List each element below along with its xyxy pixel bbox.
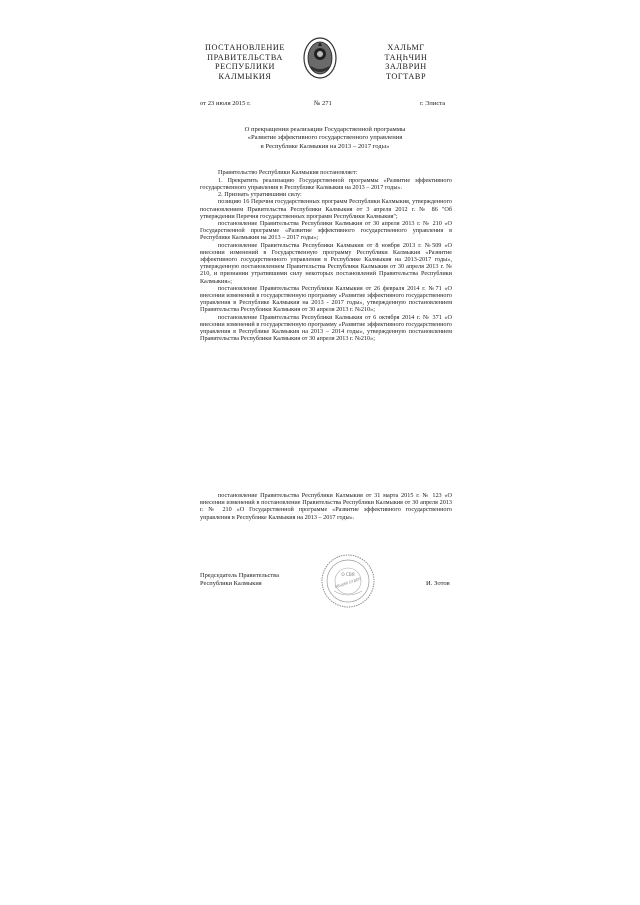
body-paragraph: постановление Правительства Республики Калмыкия от 8 ноября 2013 г. №509 «О внесении изменений в Государственную программу Республики Калмыкия «Развитие эффективного государственного управления в Республике Калмыкия на 2013-2017 годы», утвержденную постановлением Правительства Республики Калмыкия от 30 апреля 2013 г. № 210, и признании утратившими силу некоторых постановлений Правительства Республики Калмыкия»; <box>200 241 452 285</box>
document-number: № 271 <box>314 100 332 107</box>
header-right-line: ЗАЛВРИН <box>385 62 427 72</box>
header-left-line: ПОСТАНОВЛЕНИЕ <box>204 43 286 52</box>
seal-text-top: О СВЯ <box>341 572 355 577</box>
header-right-line: ТОГТАВР <box>385 71 427 81</box>
body-paragraph: постановление Правительства Республики Калмыкия от 31 марта 2015 г. № 123 «О внесении изменений в постановление Правительства Республики Калмыкия от 30 апреля 2013 г. № 210 «О Государственной программе «Развитие эффективного государственного управления в Республике Калмыкия на 2013 – 2017 годы». <box>200 492 452 521</box>
title-line: О прекращении реализации Государственной программы <box>244 126 406 133</box>
header-left-line: КАЛМЫКИЯ <box>218 71 272 81</box>
signatory-name: И. Зотов <box>426 580 450 587</box>
signatory-position <box>200 572 310 588</box>
body-paragraph: 1. Прекратить реализацию Государственной программы «Развитие эффективного государственного управления в Республике Калмыкия на 2013 – 2017 годы». <box>200 176 452 191</box>
header-right-title <box>366 43 446 81</box>
body-paragraph: постановление Правительства Республики Калмыкия от 30 апреля 2013 г. № 210 «О Государственной программе «Развитие эффективного государственного управления в Республике Калмыкия на 2013 – 2017 годы»; <box>200 219 452 242</box>
body-paragraph: постановление Правительства Республики Калмыкия от 26 февраля 2014 г. №71 «О внесении изменений в государственную программу «Развитие эффективного государственного управления в Республике Калмыкия на 2013 - 2017 годы», утвержденную постановлением Правительства Республики Калмыкия от 30 апреля 2013 г. №210»; <box>200 284 452 314</box>
coat-of-arms-emblem-icon <box>302 36 338 80</box>
document-city: г. Элиста <box>420 100 446 107</box>
body-paragraph: 2. Признать утратившими силу: <box>218 191 302 199</box>
header-right-line: ТАҢҺЧИН <box>384 52 428 62</box>
title-line: «Развитие эффективного государственного управления <box>247 134 403 142</box>
seal-text-middle: ОБЩИЙ ОТДЕЛ <box>334 576 362 590</box>
header-left-line: РЕСПУБЛИКИ <box>214 62 276 72</box>
header-left-line: ПРАВИТЕЛЬСТВА <box>207 52 283 62</box>
document-body <box>200 169 452 342</box>
signatory-position-line: Республики Калмыкия <box>200 580 262 587</box>
official-seal-icon <box>320 553 376 609</box>
document-body-continued <box>200 492 452 521</box>
body-paragraph: постановление Правительства Республики Калмыкия от 6 октября 2014 г. № 371 «О внесении изменений в государственную программу «Развитие эффективного государственного управления в Республике Калмыкия на 2013 – 2014 годы», утвержденную постановлением Правительства Республики Калмыкия от 30 апреля 2013 г. №210»; <box>200 313 452 343</box>
title-line: в Республике Калмыкия на 2013 – 2017 годы» <box>260 142 390 150</box>
header-left-title <box>200 43 290 81</box>
header-right-line: ХАЛЬМГ <box>387 43 425 52</box>
signatory-position-line: Председатель Правительства <box>200 572 279 579</box>
document-title <box>200 126 450 151</box>
body-lead: Правительство Республики Калмыкия постановляет: <box>218 169 358 176</box>
body-paragraph: позицию 16 Перечня государственных программ Республики Калмыкия, утвержденного постановлением Правительства Республики Калмыкия от 3 апреля 2012 г. № 86 "Об утверждении Перечня государственных программ Республики Калмыкия"; <box>200 198 452 220</box>
document-date: от 23 июля 2015 г. <box>200 100 251 107</box>
